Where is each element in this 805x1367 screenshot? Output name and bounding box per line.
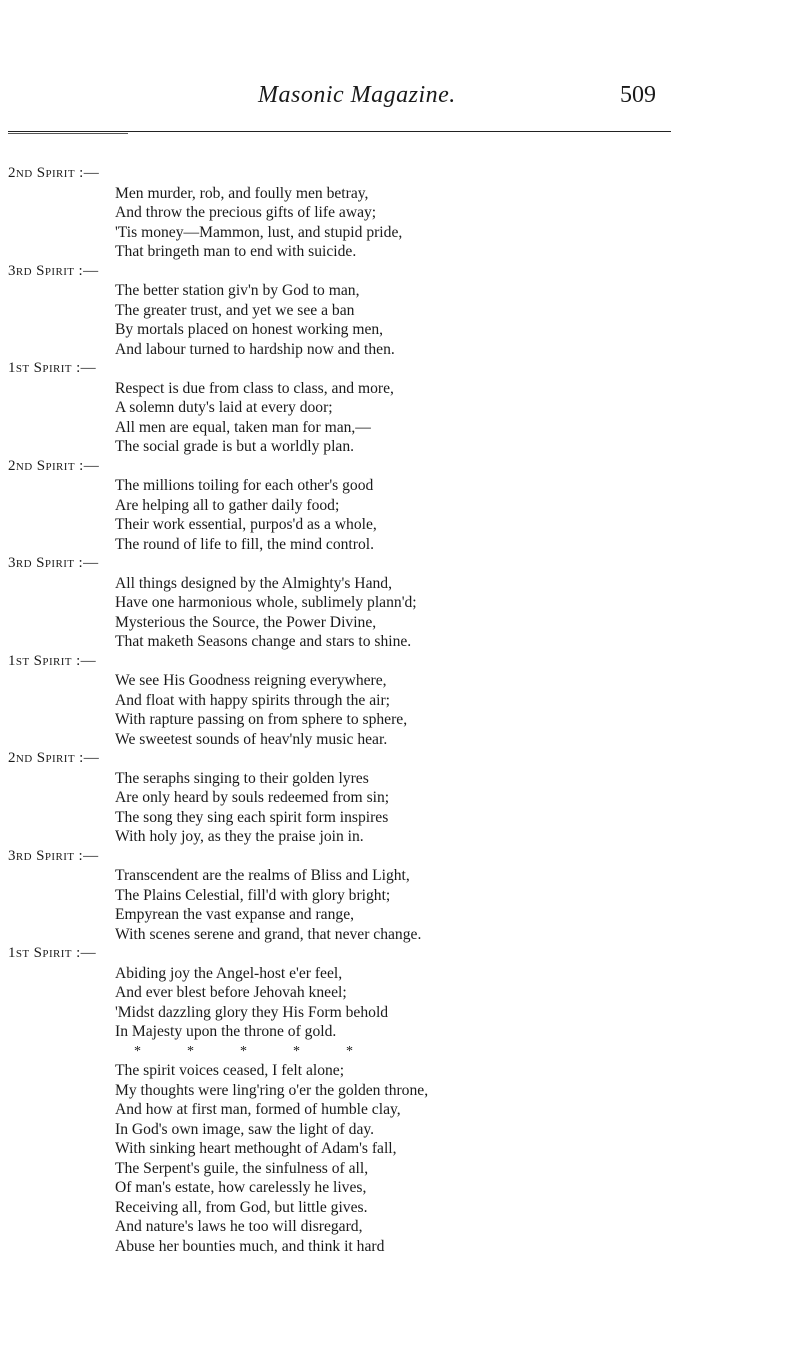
verse-line: By mortals placed on honest working men, [115,321,384,338]
verse-line: And throw the precious gifts of life away; [115,204,377,221]
verse-line: And how at first man, formed of humble clay, [115,1101,401,1118]
verse-line: And float with happy spirits through the air; [115,691,391,709]
stanza [8,359,568,457]
verse-line: The round of life to fill, the mind control. [115,535,374,553]
verse-line: We see His Goodness reigning everywhere, [115,672,387,689]
running-head [0,80,805,116]
verse-line: Of man's estate, how carelessly he lives, [115,1179,367,1196]
stanza [8,554,568,652]
header-rule-lead [8,133,128,134]
verse-line: The seraphs singing to their golden lyres [115,769,369,787]
verse-line: My thoughts were ling'ring o'er the golden throne, [115,1081,429,1099]
verse-line: Have one harmonious whole, sublimely plann'd; [115,594,417,611]
verse-line: The millions toiling for each other's good [115,477,374,494]
speaker-label: 3rd Spirit :— [8,262,99,279]
stanza [8,457,568,555]
verse-line: All things designed by the Almighty's Hand, [115,574,392,592]
verse-line: Are only heard by souls redeemed from sin; [115,789,390,806]
verse-line: Transcendent are the realms of Bliss and Light, [115,867,410,884]
verse-line: Empyrean the vast expanse and range, [115,906,355,923]
verse-line: Are helping all to gather daily food; [115,496,340,514]
stanza [8,847,568,945]
verse-line: That maketh Seasons change and stars to shine. [115,633,412,650]
verse-line: Mysterious the Source, the Power Divine, [115,613,377,631]
verse-line: And labour turned to hardship now and then. [115,340,395,358]
verse-line: In Majesty upon the throne of gold. [115,1023,337,1040]
verse-line: In God's own image, saw the light of day. [115,1120,375,1138]
page-number: 509 [620,82,656,108]
stanza [8,164,568,262]
verse-line: The greater trust, and yet we see a ban [115,301,355,319]
verse-line: Abiding joy the Angel-host e'er feel, [115,964,343,982]
header-rule [8,131,671,132]
verse-line: 'Tis money—Mammon, lust, and stupid pride, [115,223,403,241]
journal-title: Masonic Magazine. [258,82,456,108]
verse-line: We sweetest sounds of heav'nly music hear. [115,730,388,748]
speaker-label: 2nd Spirit :— [8,165,100,181]
verse-line: Their work essential, purpos'd as a whole, [115,516,377,533]
verse-line: That bringeth man to end with suicide. [115,243,357,260]
verse-line: The social grade is but a worldly plan. [115,438,355,455]
stanza [8,262,568,360]
speaker-label: 3rd Spirit :— [8,555,99,571]
verse-line: A solemn duty's laid at every door; [115,399,333,416]
verse-line: With rapture passing on from sphere to sphere, [115,711,408,728]
verse-line: The Plains Celestial, fill'd with glory bright; [115,886,391,904]
verse-line: And ever blest before Jehovah kneel; [115,984,347,1001]
speaker-label: 3rd Spirit :— [8,847,99,864]
verse-line: Men murder, rob, and foully men betray, [115,184,369,202]
verse-line: With scenes serene and grand, that never change. [115,925,422,943]
verse-line: The Serpent's guile, the sinfulness of all, [115,1159,369,1177]
verse-line: Abuse her bounties much, and think it hard [115,1237,385,1255]
section-separator: * * * * * [134,1043,354,1059]
speaker-label: 1st Spirit :— [8,360,97,376]
speaker-label: 1st Spirit :— [8,652,97,669]
verse-line: Receiving all, from God, but little gives. [115,1198,368,1216]
verse-line: Respect is due from class to class, and more, [115,379,394,397]
verse-line: All men are equal, taken man for man,— [115,418,371,436]
poem-body [8,164,568,1256]
stanza [8,749,568,847]
closing-stanza [8,1061,568,1256]
stanza [8,944,568,1042]
verse-line: The song they sing each spirit form inspires [115,808,389,826]
verse-line: And nature's laws he too will disregard, [115,1218,363,1235]
speaker-label: 2nd Spirit :— [8,457,100,474]
verse-line: With holy joy, as they the praise join in. [115,828,364,845]
speaker-label: 1st Spirit :— [8,945,97,961]
speaker-label: 2nd Spirit :— [8,750,100,766]
verse-line: The better station giv'n by God to man, [115,282,360,299]
verse-line: With sinking heart methought of Adam's fall, [115,1140,397,1157]
verse-line: The spirit voices ceased, I felt alone; [115,1062,345,1079]
verse-line: 'Midst dazzling glory they His Form behold [115,1003,389,1021]
stanza [8,652,568,750]
